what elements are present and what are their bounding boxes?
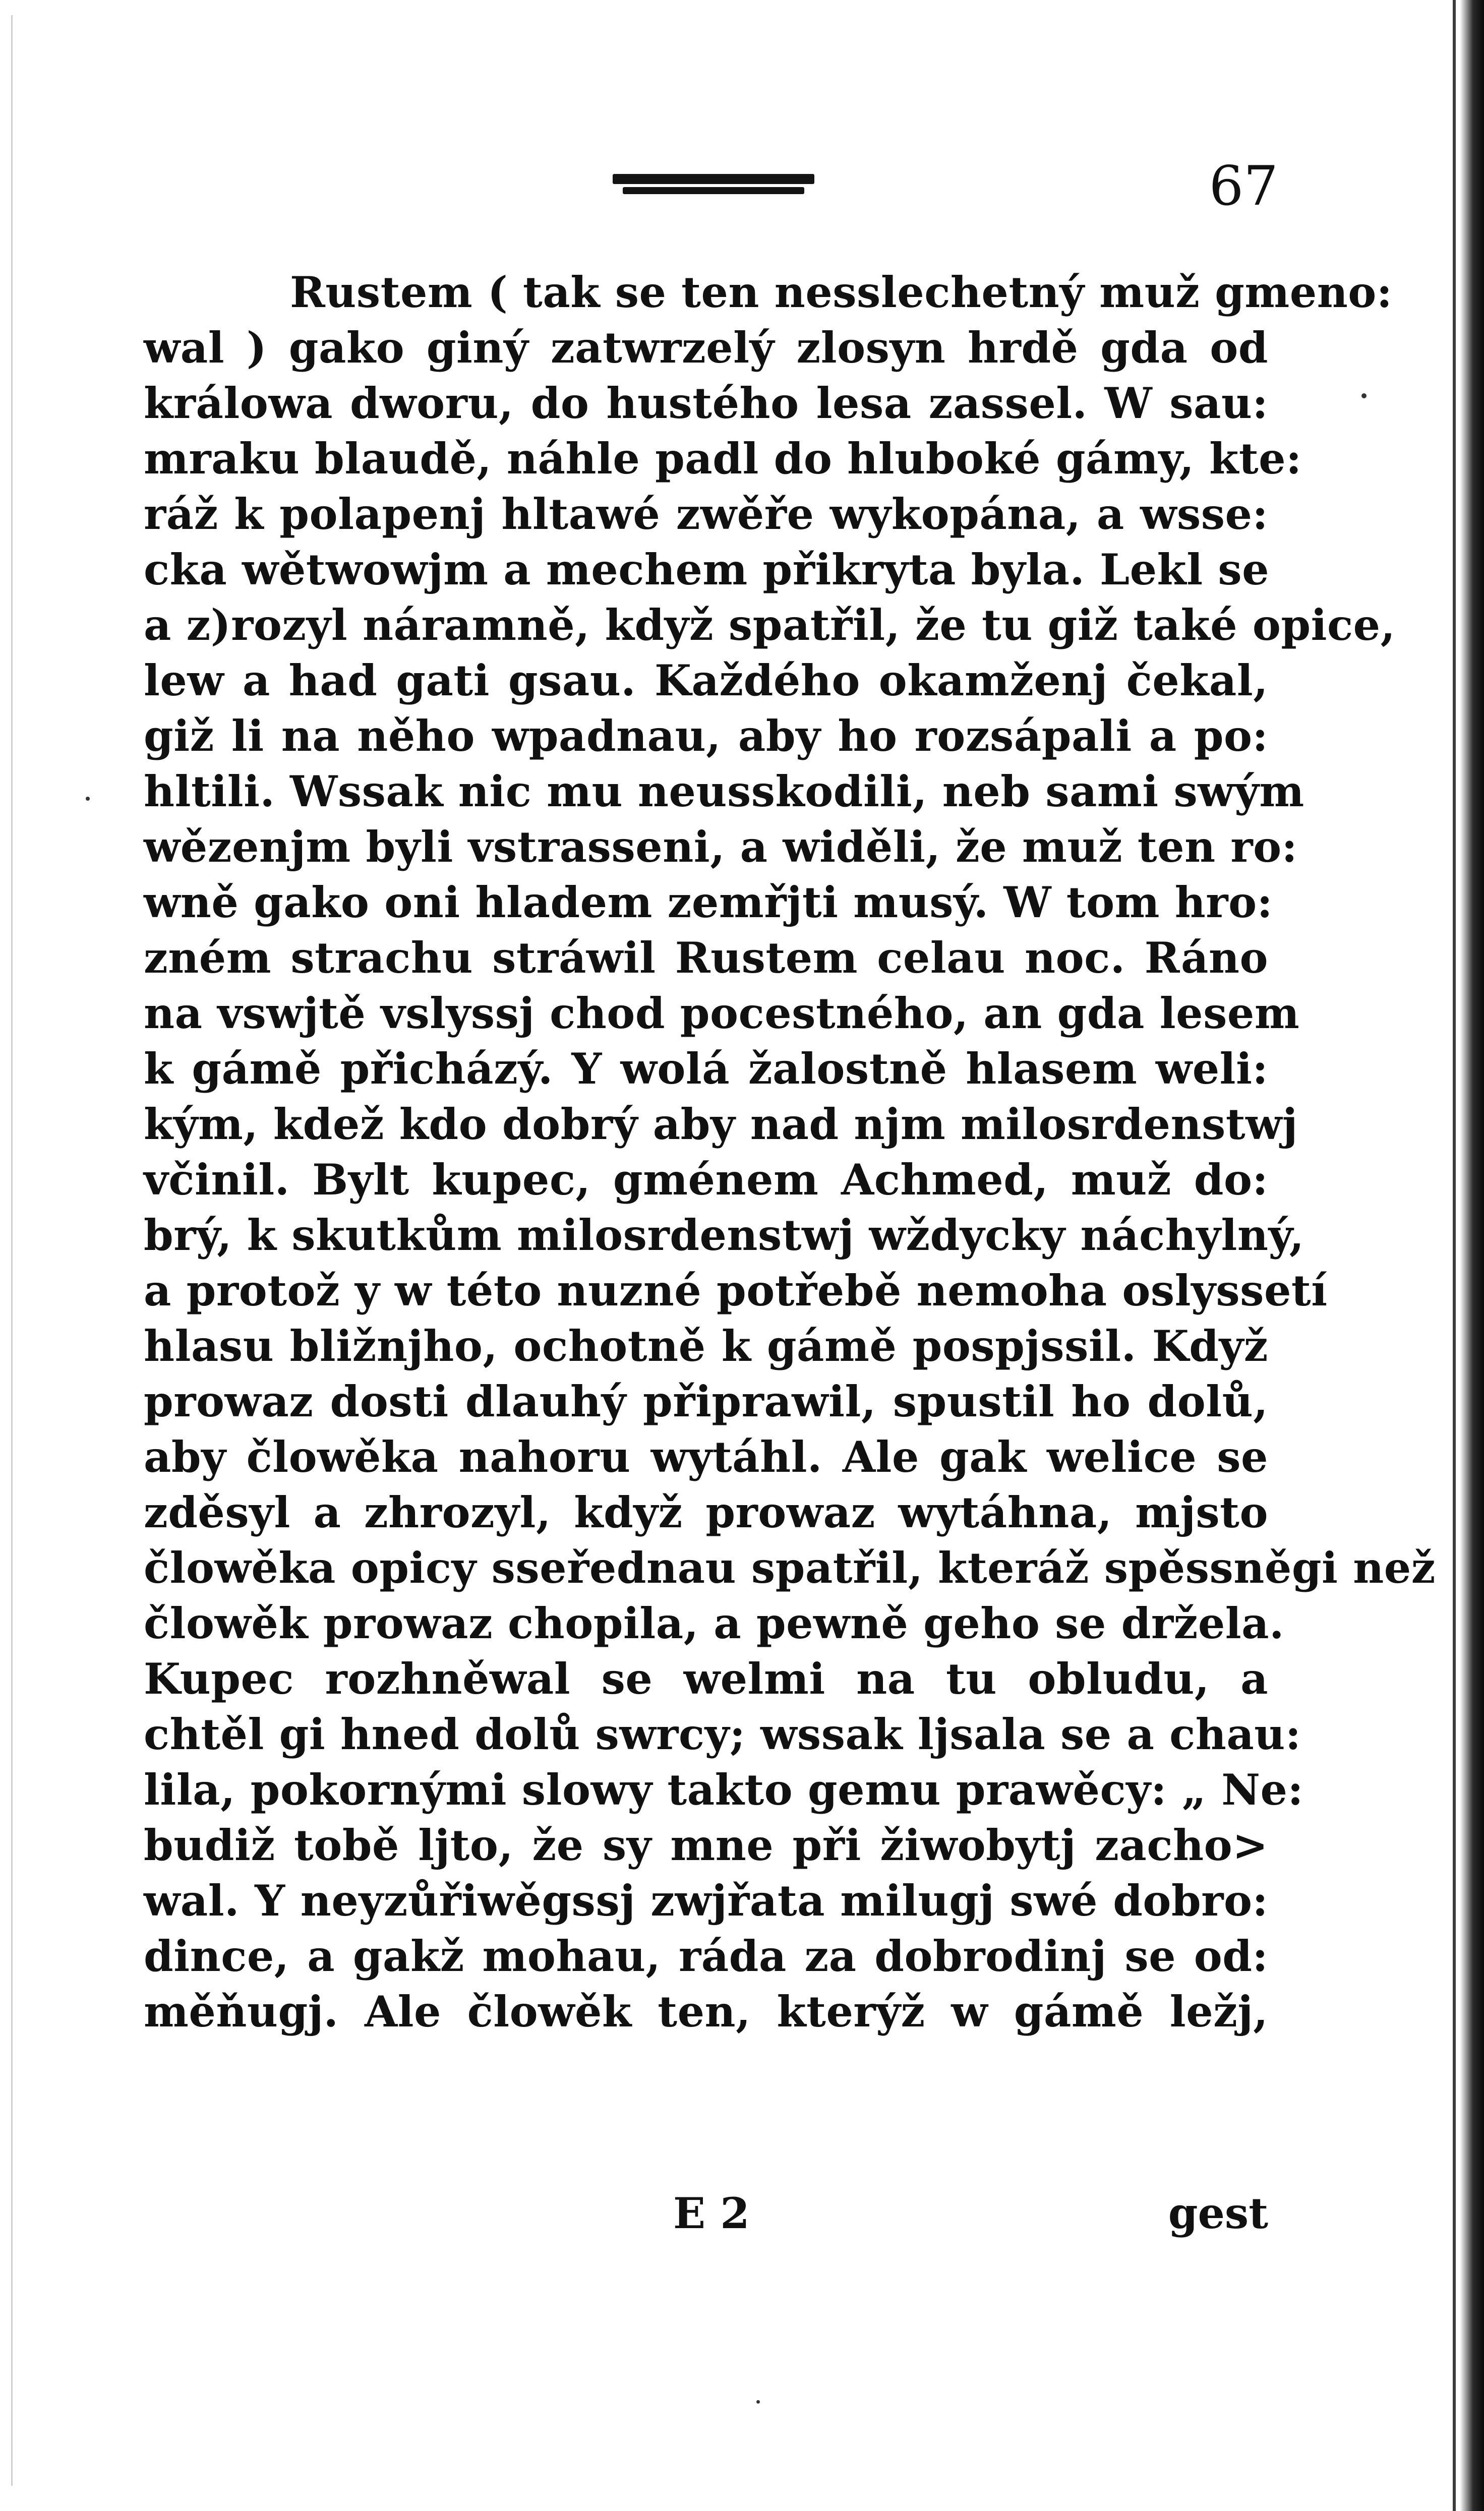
text-line: cka wětwowjm a mechem přikryta byla. Lekl se — [144, 545, 1270, 594]
text-line: k gámě přicházý. Y wolá žalostně hlasem weli: — [144, 1044, 1268, 1094]
text-line: ráž k polapenj hltawé zwěře wykopána, a wsse: — [144, 489, 1268, 539]
text-line: mraku blaudě, náhle padl do hluboké gámy, kte: — [144, 434, 1302, 484]
text-line: člowěka opicy sseřednau spatřil, kteráž spěssněgi než — [144, 1543, 1436, 1593]
signature-mark: E 2 — [673, 2188, 750, 2238]
text-line: wal ) gako giný zatwrzelý zlosyn hrdě gda od — [144, 323, 1268, 373]
text-line: člowěk prowaz chopila, a pewně geho se držela. — [144, 1598, 1284, 1648]
body-text — [144, 265, 1436, 2040]
page-right-edge-shadow — [1460, 0, 1484, 2511]
text-line: králowa dworu, do hustého lesa zassel. W sau: — [144, 378, 1268, 428]
text-line: zděsyl a zhrozyl, když prowaz wytáhna, mjsto — [144, 1487, 1268, 1537]
text-line: Rustem ( tak se ten nesslechetný muž gmeno: — [290, 267, 1393, 317]
scan-speck — [756, 2400, 760, 2404]
text-line: dince, a gakž mohau, ráda za dobrodinj se od: — [144, 1931, 1268, 1981]
text-line: kým, kdež kdo dobrý aby nad njm milosrdenstwj — [144, 1099, 1298, 1149]
text-line: prowaz dosti dlauhý připrawil, spustil ho dolů, — [144, 1377, 1268, 1426]
page-footer — [144, 2186, 1268, 2241]
text-line: a protož y w této nuzné potřebě nemoha oslyssetí — [144, 1266, 1328, 1316]
text-line: Kupec rozhněwal se welmi na tu obludu, a — [144, 1654, 1268, 1704]
text-line: měňugj. Ale člowěk ten, kterýž w gámě ležj, — [144, 1987, 1268, 2037]
text-line: lew a had gati gsau. Každého okamženj čekal, — [144, 655, 1268, 705]
text-line: hltili. Wssak nic mu neusskodili, neb sami swým — [144, 766, 1304, 816]
catchword: gest — [1168, 2188, 1268, 2238]
text-line: hlasu bližnjho, ochotně k gámě pospjssil. Když — [144, 1321, 1268, 1371]
header-ornament-rule — [613, 174, 814, 197]
text-line: brý, k skutkům milosrdenstwj wždycky náchylný, — [144, 1210, 1304, 1260]
page-left-edge — [11, 15, 13, 2486]
text-line: na vswjtě vslyssj chod pocestného, an gda lesem — [144, 988, 1300, 1038]
scan-speck — [1361, 393, 1367, 398]
text-line: budiž tobě ljto, že sy mne při žiwobytj zacho> — [144, 1820, 1268, 1870]
text-line: aby člowěka nahoru wytáhl. Ale gak welice se — [144, 1432, 1268, 1482]
text-line: wal. Y neyzůřiwěgssj zwjřata milugj swé dobro: — [144, 1876, 1268, 1926]
text-line: zném strachu stráwil Rustem celau noc. Ráno — [144, 933, 1268, 983]
text-line: lila, pokornými slowy takto gemu prawěcy: „ Ne: — [144, 1765, 1303, 1815]
scan-speck — [86, 797, 90, 801]
text-line: včinil. Bylt kupec, gménem Achmed, muž do: — [144, 1155, 1268, 1205]
text-line: chtěl gi hned dolů swrcy; wssak ljsala se a chau: — [144, 1709, 1301, 1759]
text-line: a z)rozyl náramně, když spatřil, že tu giž také opice, — [144, 600, 1396, 650]
text-line: wně gako oni hladem zemřjti musý. W tom hro: — [144, 877, 1273, 927]
text-line: wězenjm byli vstrasseni, a widěli, že muž ten ro: — [144, 822, 1298, 872]
text-line: giž li na něho wpadnau, aby ho rozsápali a po: — [144, 711, 1268, 761]
page-number: 67 — [1209, 155, 1278, 218]
